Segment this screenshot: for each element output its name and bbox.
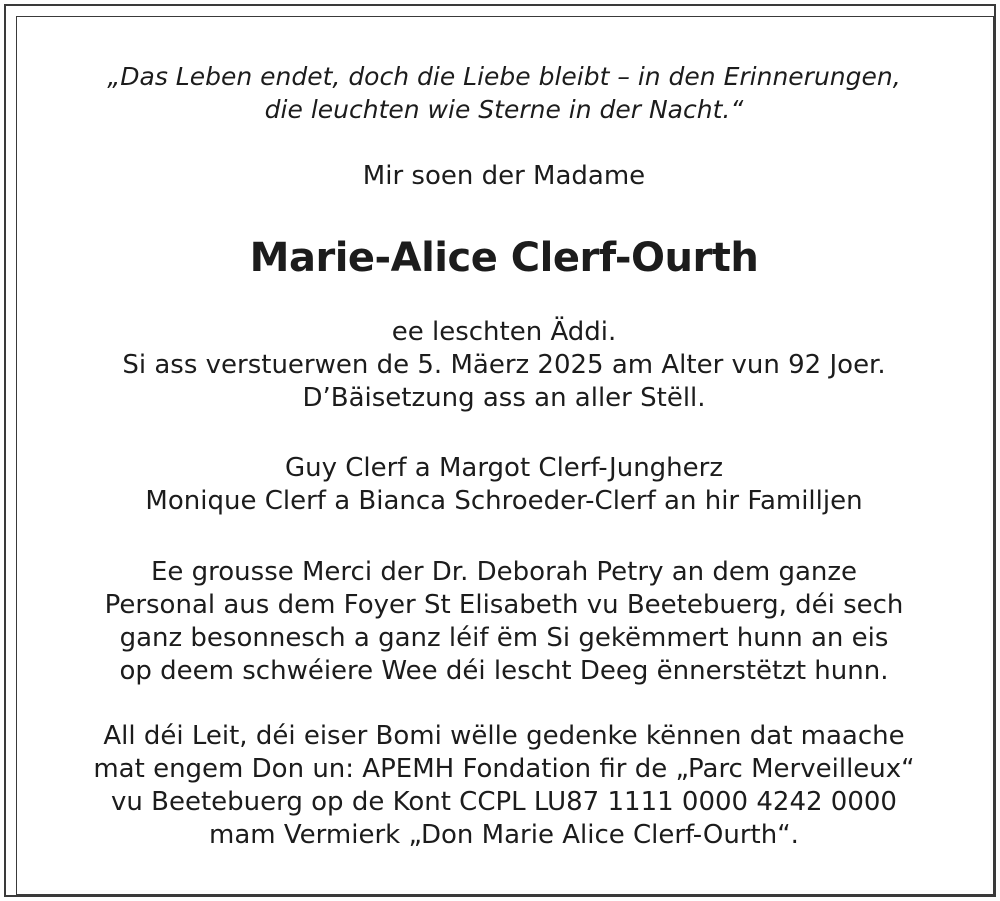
donation-line-2: mat engem Don un: APEMH Fondation fir de „Parc Merveilleux“ bbox=[93, 754, 915, 784]
family-section bbox=[16, 452, 992, 518]
family-line-2: Monique Clerf a Bianca Schroeder-Clerf an hir Familljen bbox=[145, 486, 863, 516]
quote-line-2: die leuchten wie Sterne in der Nacht.“ bbox=[264, 95, 744, 124]
thanks-line-3: ganz besonnesch a ganz léif ëm Si gekëmmert hunn an eis bbox=[119, 623, 889, 653]
donation-section bbox=[16, 720, 992, 852]
thanks-line-1: Ee grousse Merci der Dr. Deborah Petry an dem ganze bbox=[150, 557, 858, 587]
intro-text bbox=[16, 160, 992, 193]
details-section bbox=[16, 316, 992, 415]
details-line-2: Si ass verstuerwen de 5. Mäerz 2025 am Alter vun 92 Joer. bbox=[122, 350, 886, 380]
thanks-line-4: op deem schwéiere Wee déi lescht Deeg ënnerstëtzt hunn. bbox=[119, 656, 889, 686]
thanks-section bbox=[16, 556, 992, 688]
thanks-line-2: Personal aus dem Foyer St Elisabeth vu Beetebuerg, déi sech bbox=[104, 590, 904, 620]
opening-quote bbox=[16, 60, 992, 126]
obituary-content bbox=[16, 16, 992, 893]
intro-line: Mir soen der Madame bbox=[362, 161, 646, 191]
details-line-1: ee leschten Äddi. bbox=[391, 317, 617, 347]
outer-border bbox=[4, 4, 996, 897]
deceased-name bbox=[16, 234, 992, 282]
name-heading: Marie-Alice Clerf-Ourth bbox=[249, 235, 759, 281]
details-line-3: D’Bäisetzung ass an aller Stëll. bbox=[302, 383, 706, 413]
donation-line-4: mam Vermierk „Don Marie Alice Clerf-Ourth“. bbox=[209, 820, 799, 850]
quote-line-1: „Das Leben endet, doch die Liebe bleibt – in den Erinnerungen, bbox=[107, 62, 901, 91]
family-line-1: Guy Clerf a Margot Clerf-Jungherz bbox=[285, 453, 723, 483]
donation-line-3: vu Beetebuerg op de Kont CCPL LU87 1111 0000 4242 0000 bbox=[111, 787, 897, 817]
donation-line-1: All déi Leit, déi eiser Bomi wëlle gedenke kënnen dat maache bbox=[103, 721, 905, 751]
